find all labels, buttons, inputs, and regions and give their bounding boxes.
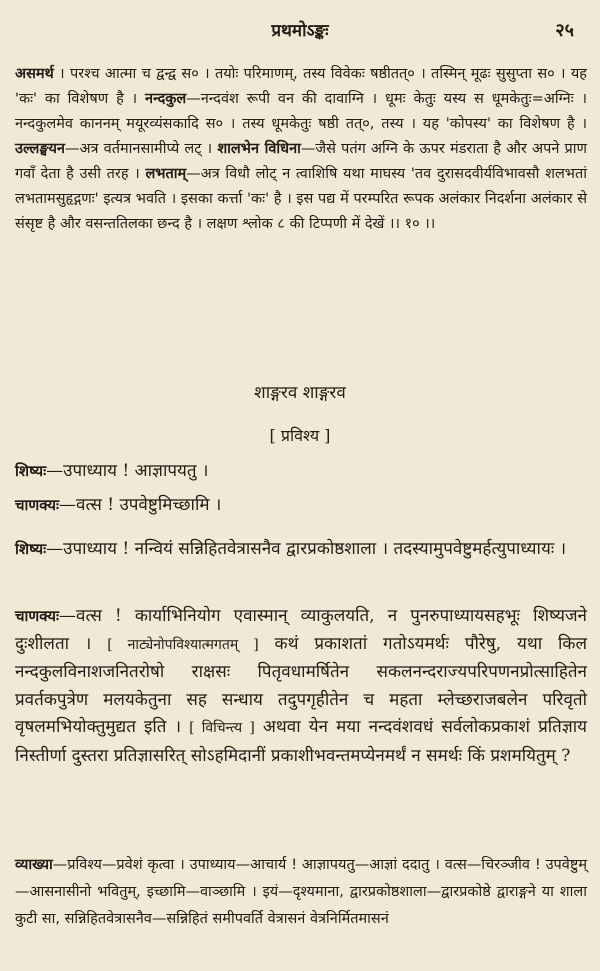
page-header xyxy=(0,18,600,46)
speaker-heading: शाङ्गरव शाङ्गरव xyxy=(254,383,346,403)
vyakhya-label: व्याख्या xyxy=(15,857,53,873)
note-text: —अत्र विधौ लोट् न त्वाशिषि यथा माघस्य 'तव दुरासदवीर्यविभावसौ शलभतां लभतामसुहृद्गणः' इत्यत्र भवति । इसका कर्त्ता 'कः' है । इस पद्य में परम्परित रूपक अलंकार निदर्शना अलंकार से संसृष्ट है और वसन्ततिलका छन्द है । लक्षण श्लोक ८ की टिप्पणी में देखें ।। १० ।। xyxy=(15,166,587,232)
dialogue-line xyxy=(15,492,587,519)
note-term: शालभेन विधिना xyxy=(217,141,301,157)
speaker-name: शिष्यः xyxy=(15,540,47,558)
speaker-name: चाणक्यः xyxy=(15,607,60,625)
speech-text: —वत्स ! उपवेष्टुमिच्छामि । xyxy=(59,495,222,515)
note-term: नन्दकुल xyxy=(145,91,187,107)
speaker-name: चाणक्यः xyxy=(15,496,60,514)
note-term: उल्लङ्घयन xyxy=(15,141,65,157)
note-term: असमर्थ xyxy=(15,66,54,82)
note-term: लभताम् xyxy=(145,166,187,182)
note-text: —नन्दवंश रूपी वन की दावाग्नि । धूमः केतुः यस्य स धूमकेतुः=अग्निः । नन्दकुलमेव काननम् मयूरव्यंसकादि स० । तस्य धूमकेतुः षष्ठी तत्०, तस्य । यह 'कोपस्य' का विशेषण है । xyxy=(15,91,587,132)
speech-text: —उपाध्याय ! आज्ञापयतु । xyxy=(46,461,209,481)
note-text: । परश्च आत्मा च द्वन्द्व स० । तयोः परिमाणम्, तस्य विवेकः षष्ठीतत्० । तस्मिन् मूढः सुसुप्ता स० । यह 'कः' का विशेषण है । xyxy=(15,66,587,107)
speech-text: —उपाध्याय ! नन्वियं सन्निहितवेत्रासनैव द्वारप्रकोष्ठशाला । तदस्यामुपवेष्टुमर्हत्युपाध्यायः । xyxy=(46,539,567,559)
dialogue-line xyxy=(15,458,587,485)
commentary-notes xyxy=(15,62,587,237)
note-text: —जैसे पतंग अग्नि के ऊपर मंडराता है और अपने प्राण गवाँ देता है उसी तरह । xyxy=(15,141,588,182)
speech-text: अथवा येन मया नन्दवंशवधं सर्वलोकप्रकाशं प्रतिज्ञाय निस्तीर्णा दुस्तरा प्रतिज्ञासरित् सोऽहमिदानीं प्रकाशीभवन्तमप्येनमर्थं न समर्थः किं प्रशमयितुम् ? xyxy=(15,717,587,766)
stage-direction: [ प्रविश्य ] xyxy=(269,426,331,445)
dialogue-line xyxy=(15,603,587,770)
vyakhya-text: —प्रविश्य—प्रवेशं कृत्वा । उपाध्याय—आचार्य ! आज्ञापयतु—आज्ञां ददातु । वत्स—चिरञ्जीव ! उपवेष्टुम्—आसनासीनो भवितुम्, इच्छामि—वाञ्छामि । इयं—दृश्यमाना, द्वारप्रकोष्ठशाला—द्वारप्रकोष्ठे द्वाराङ्गने या शाला कुटी सा, सन्निहितवेत्रासनैव—सन्निहितं समीपवर्ति वेत्रासनं वेत्रनिर्मितमासनं xyxy=(15,857,587,927)
dialogue-line xyxy=(15,536,587,563)
speaker-name: शिष्यः xyxy=(15,462,47,480)
stage-aside: [ विचिन्त्य ] xyxy=(189,720,255,736)
vyakhya-commentary xyxy=(15,852,587,933)
speech-text: —वत्स ! कार्याभिनियोग एवास्मान् व्याकुलयति, न पुनरुपाध्यायसहभूः शिष्यजने दुःशीलता । xyxy=(15,606,587,654)
running-title: प्रथमोऽङ्कः xyxy=(271,21,329,41)
page-number: २५ xyxy=(555,20,574,41)
speech-text: कथं प्रकाशतां गतोऽयमर्थः पौरेषु, यथा किल नन्दकुलविनाशजनितरोषो राक्षसः पितृवधामर्षितेन सकलनन्दराज्यपरिपणनप्रोत्साहितेन प्रवर्तकपुत्रेण मलयकेतुना सह सन्धाय तदुपगृहीतेन च महता म्लेच्छराजबलेन परिवृतो वृषलमभियोक्तुमुद्यत इति । xyxy=(15,633,587,737)
note-text: —अत्र वर्तमानसामीप्ये लट् । xyxy=(64,141,218,157)
stage-aside: [ नाट्येनोपविश्यात्मगतम् ] xyxy=(107,636,259,653)
